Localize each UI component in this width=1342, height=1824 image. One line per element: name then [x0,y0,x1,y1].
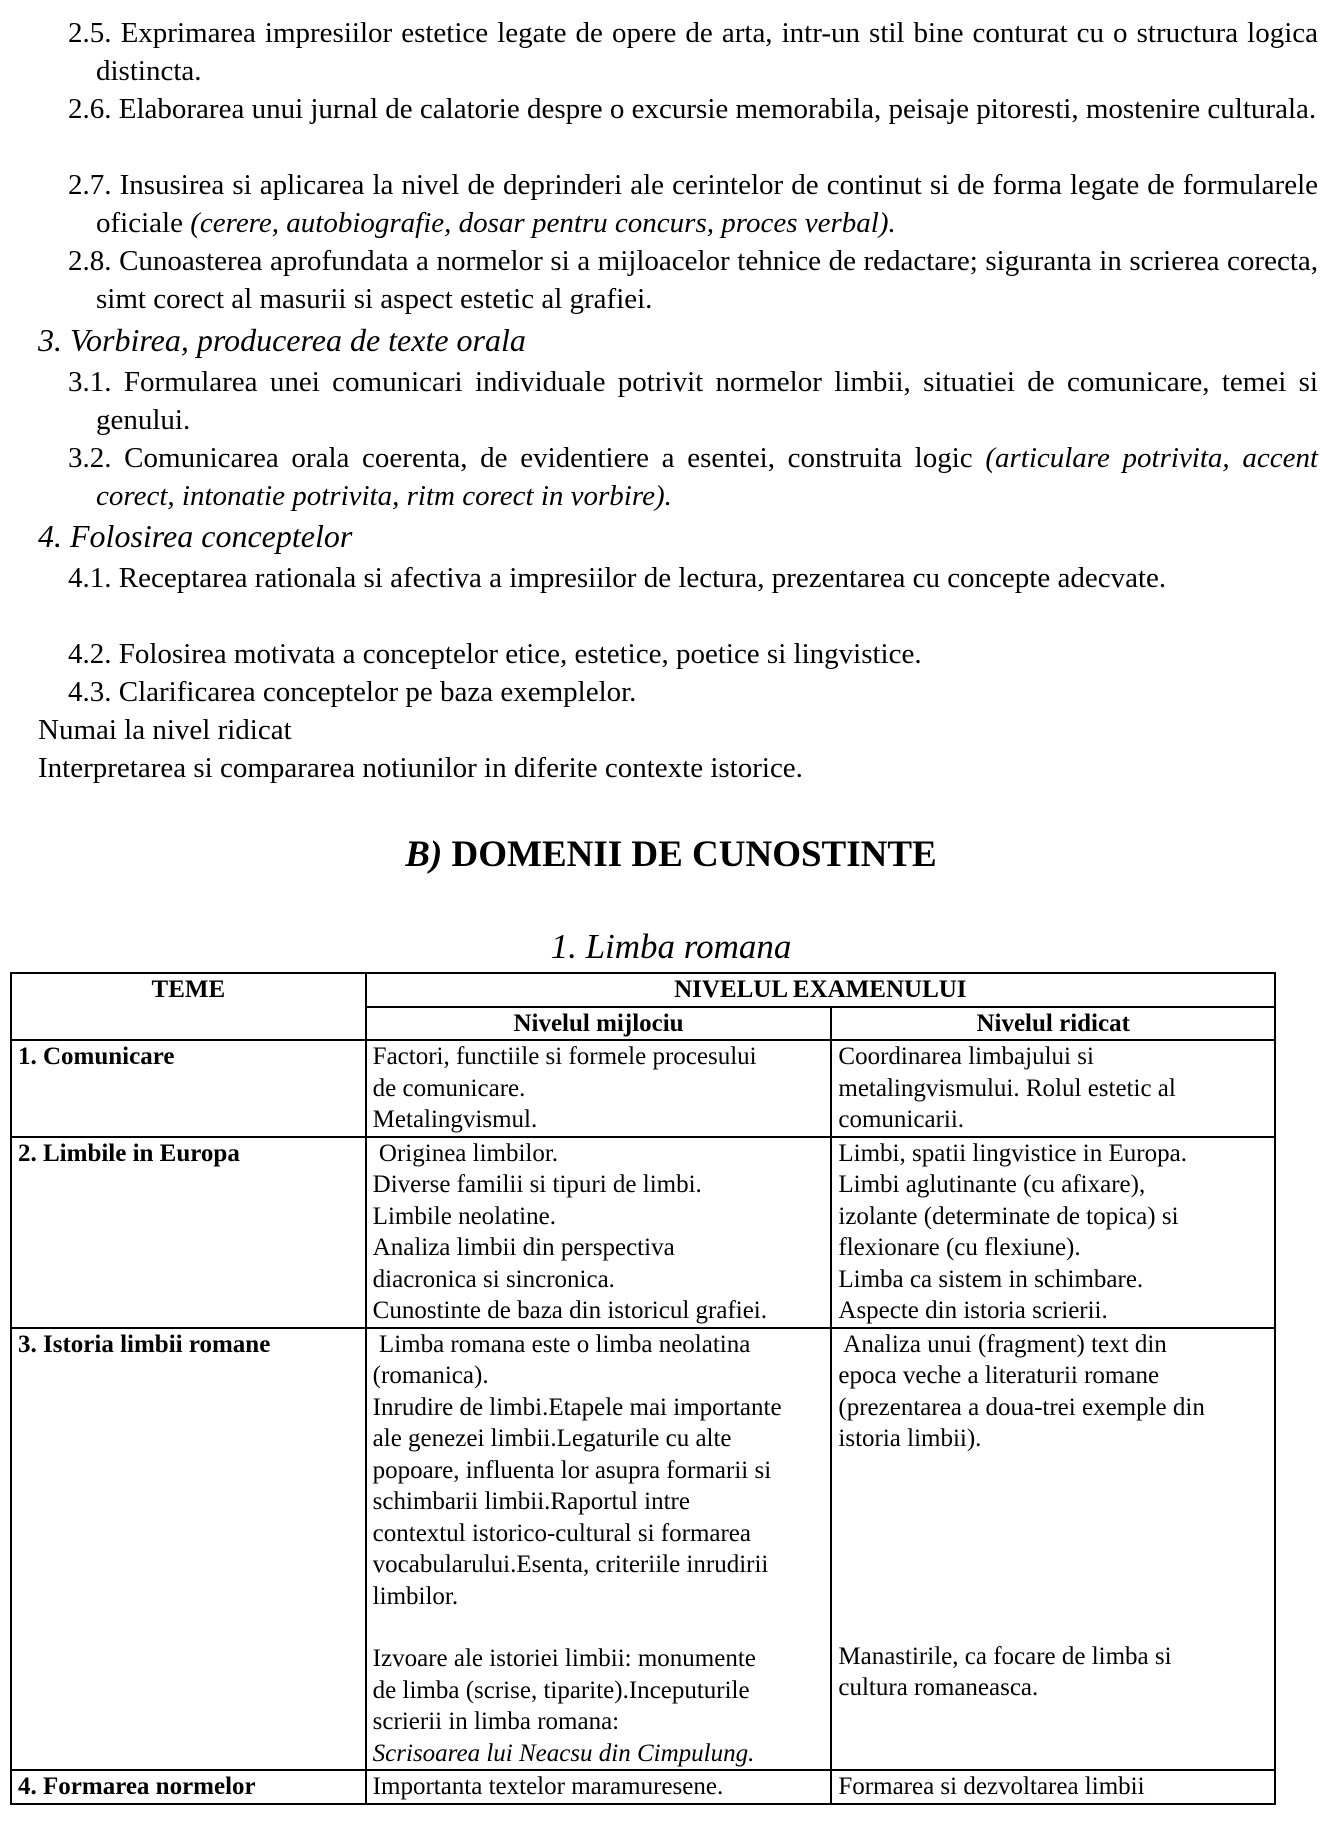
table-row [11,1040,1275,1137]
advanced-level-label: Numai la nivel ridicat [38,714,292,746]
item-text: Elaborarea unui jurnal de calatorie despre o excursie memorabila, peisaje pitoresti, mostenire culturala. [118,93,1317,125]
high-level-cell [831,1137,1275,1328]
cell-line-italic: Scrisoarea lui Neacsu din Cimpulung. [372,1739,755,1767]
cell-line: Inrudire de limbi.Etapele mai importante [372,1393,782,1421]
theme-cell: 3. Istoria limbii romane [11,1328,366,1771]
table-row [11,1137,1275,1328]
item-number: 3.1. [68,366,112,398]
item-italic-text: (articulare potrivita, accent corect, intonatie potrivita, ritm corect in vorbire). [96,442,1319,512]
cell-line: vocabularului.Esenta, criteriile inrudirii [372,1551,769,1578]
objective-3-1 [68,363,1318,439]
cell-line: Limbile neolatine. [372,1202,556,1230]
knowledge-table [10,972,1276,1805]
cell-line: Aspecte din istoria scrierii. [838,1297,1108,1324]
header-exam-level: NIVELUL EXAMENULUI [366,973,1275,1007]
cell-line: contextul istorico-cultural si formarea [372,1519,752,1547]
mid-level-cell [366,1328,832,1771]
advanced-level-text: Interpretarea si compararea notiunilor in diferite contexte istorice. [38,752,803,784]
item-text: Cunoasterea aprofundata a normelor si a mijloacelor tehnice de redactare; siguranta in scrierea corecta, simt corect al masurii si aspect estetic al grafiei. [96,245,1319,315]
item-number: 2.6. [68,93,112,125]
cell-gap [838,1610,1268,1641]
item-number: 2.7. [68,169,112,201]
high-level-cell [831,1328,1275,1771]
section-b-title: DOMENII DE CUNOSTINTE [451,834,937,875]
objective-4-3 [68,673,1318,711]
item-text: Insusirea si aplicarea la nivel de deprinderi ale cerintelor de continut si de forma legate de formularele oficiale [96,169,1319,239]
item-number: 4.1. [68,562,112,594]
cell-line: schimbarii limbii.Raportul intre [372,1488,690,1515]
cell-line: epoca veche a literaturii romane [838,1362,1160,1389]
cell-gap [838,1579,1268,1610]
theme-cell: 2. Limbile in Europa [11,1137,366,1328]
high-level-cell [831,1770,1275,1804]
cell-line: Analiza limbii din perspectiva [372,1234,675,1261]
header-themes: TEME [11,973,366,1040]
cell-line: Cunostinte de baza din istoricul grafiei. [372,1297,768,1324]
cell-line: scrierii in limba romana: [372,1708,620,1735]
cell-line: diacronica si sincronica. [372,1265,615,1293]
objective-2-7 [68,166,1318,242]
cell-line: Limbi, spatii lingvistice in Europa. [838,1139,1187,1167]
item-number: 2.5. [68,17,112,49]
mid-level-cell [366,1137,832,1328]
cell-line: (prezentarea a doua-trei exemple din [838,1393,1205,1421]
table-row [11,1770,1275,1804]
section-4-title: 4. Folosirea conceptelor [38,518,353,554]
item-number: 4.2. [68,638,112,670]
item-text: Receptarea rationala si afectiva a impresiilor de lectura, prezentarea cu concepte adecvate. [118,562,1167,594]
mid-level-cell [366,1040,832,1137]
cell-gap [838,1486,1268,1517]
theme-cell: 1. Comunicare [11,1040,366,1137]
table-header-row [11,973,1275,1007]
cell-line: comunicarii. [838,1106,965,1133]
cell-line: metalingvismului. Rolul estetic al [838,1074,1176,1102]
cell-gap [373,1612,825,1643]
cell-gap [838,1548,1268,1579]
objective-4-2 [68,635,1318,673]
cell-line: ale genezei limbii.Legaturile cu alte [372,1425,732,1452]
cell-line: Manastirile, ca focare de limba si [838,1642,1172,1670]
cell-line: cultura romaneasca. [838,1674,1039,1701]
cell-line: limbilor. [372,1582,459,1610]
cell-line: Metalingvismul. [372,1106,538,1133]
cell-line: Limba ca sistem in schimbare. [838,1265,1144,1293]
section-b-heading [0,833,1342,877]
item-number: 4.3. [68,676,112,708]
objective-2-6 [68,90,1318,128]
section-b-prefix: B) [405,834,443,875]
item-number: 3.2. [68,442,112,474]
cell-line: de limba (scrise, tiparite).Inceputurile [372,1676,750,1704]
item-text: Folosirea motivata a conceptelor etice, estetice, poetice si lingvistice. [118,638,922,670]
cell-line: Formarea si dezvoltarea limbii [838,1773,1145,1800]
item-italic-text: (cerere, autobiografie, dosar pentru concurs, proces verbal). [190,207,896,239]
item-text: Clarificarea conceptelor pe baza exemplelor. [118,676,637,708]
cell-line: Analiza unui (fragment) text din [838,1330,1167,1358]
theme-cell: 4. Formarea normelor [11,1770,366,1804]
cell-line: Limba romana este o limba neolatina [372,1330,751,1358]
cell-line: flexionare (cu flexiune). [838,1234,1081,1261]
header-mid-level: Nivelul mijlociu [366,1007,832,1041]
mid-level-cell [366,1770,832,1804]
header-high-level: Nivelul ridicat [831,1007,1275,1041]
table-title: 1. Limba romana [550,927,792,966]
cell-gap [838,1517,1268,1548]
cell-gap [838,1455,1268,1486]
cell-line: Diverse familii si tipuri de limbi. [372,1171,702,1198]
cell-line: (romanica). [372,1362,489,1389]
high-level-cell [831,1040,1275,1137]
cell-line: izolante (determinate de topica) si [838,1202,1179,1230]
cell-line: Coordinarea limbajului si [838,1043,1094,1070]
cell-line: popoare, influenta lor asupra formarii si [372,1456,772,1484]
item-number: 2.8. [68,245,112,277]
item-text: Comunicarea orala coerenta, de evidentiere a esentei, construita logic [124,442,986,474]
objective-4-1 [68,559,1318,597]
cell-line: Limbi aglutinante (cu afixare), [838,1171,1146,1198]
item-text: Formularea unei comunicari individuale potrivit normelor limbii, situatiei de comunicare, temei si genului. [96,366,1318,436]
table-row [11,1328,1275,1771]
objective-2-8 [68,242,1318,318]
cell-line: istoria limbii). [838,1425,982,1452]
objective-3-2 [68,439,1318,515]
item-text: Exprimarea impresiilor estetice legate de opere de arta, intr-un stil bine conturat cu o structura logica distincta. [96,17,1319,87]
section-3-title: 3. Vorbirea, producerea de texte orala [38,322,526,358]
objective-2-5 [68,14,1318,90]
cell-line: Originea limbilor. [372,1139,559,1167]
cell-line: Importanta textelor maramuresene. [372,1773,724,1800]
cell-line: Izvoare ale istoriei limbii: monumente [372,1645,756,1672]
cell-line: de comunicare. [372,1074,526,1102]
cell-line: Factori, functiile si formele procesului [372,1043,757,1070]
